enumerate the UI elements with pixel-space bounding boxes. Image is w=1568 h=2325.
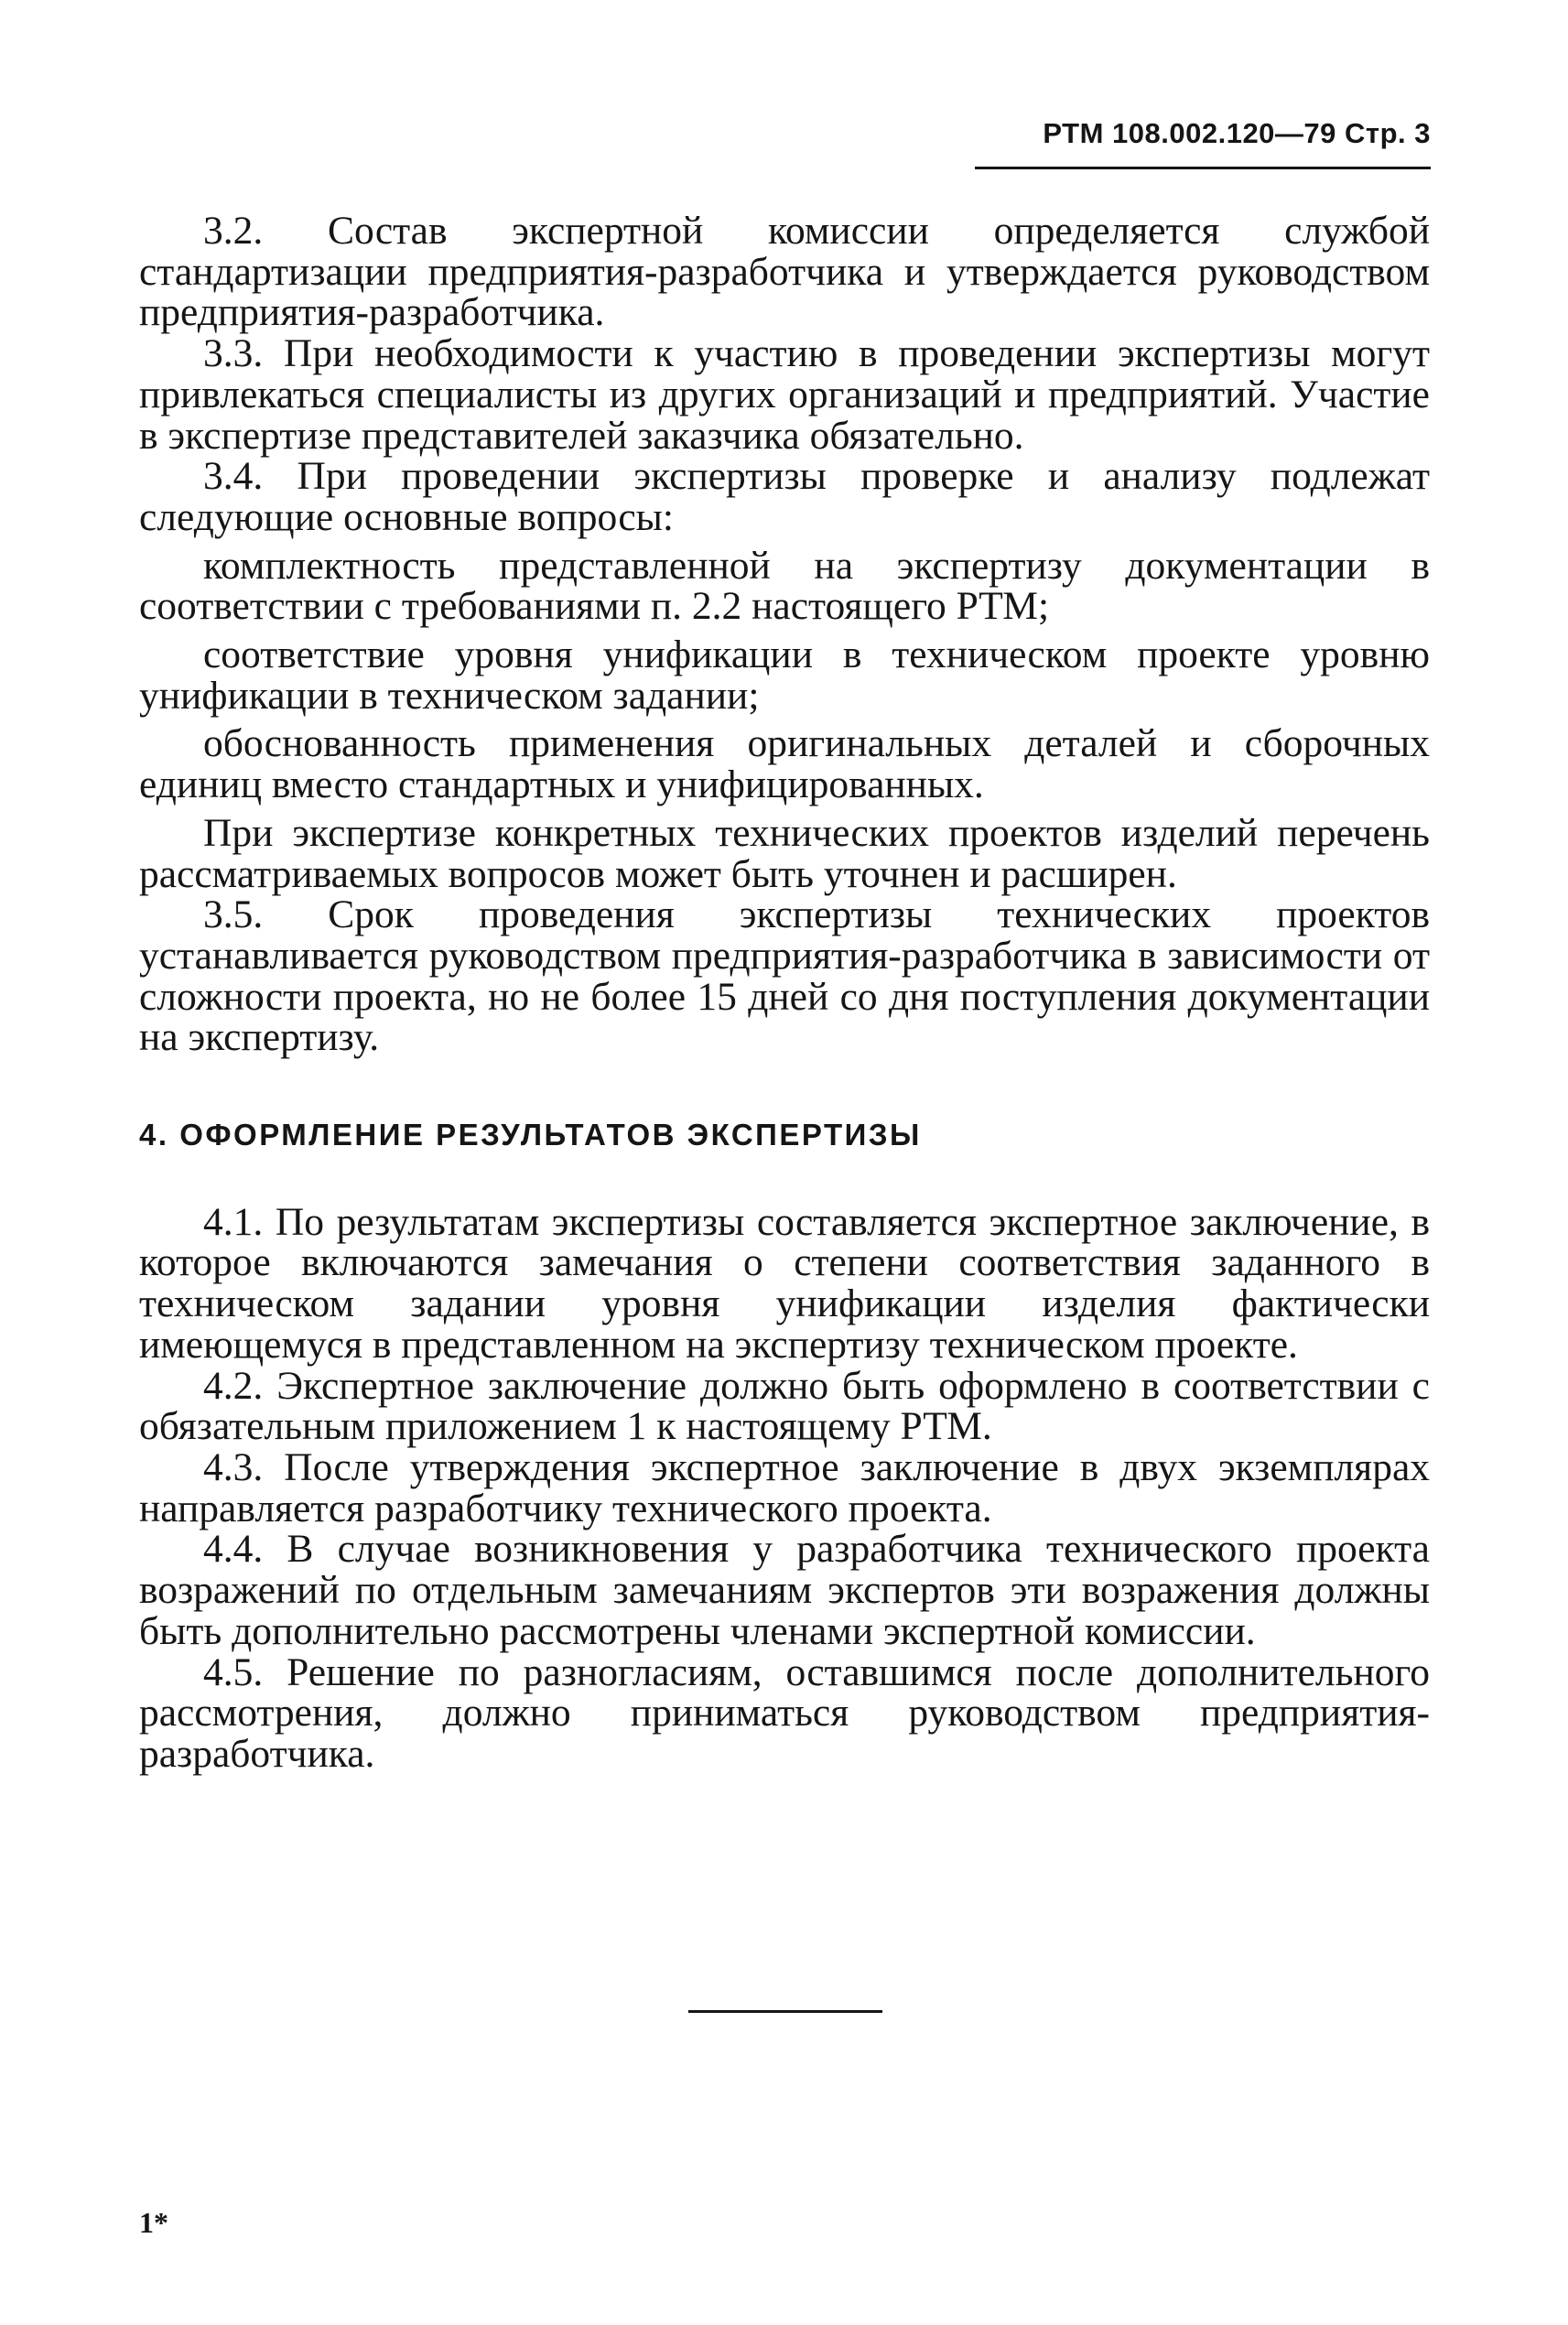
paragraph-4-4: 4.4. В случае возникновения у разработчика технического проекта возражений по отдельным замечаниям экспертов эти возражения должны быть дополнительно рассмотрены членами экспертной комиссии. (139, 1527, 1430, 1653)
paragraph-4-2: 4.2. Экспертное заключение должно быть оформлено в соответствии с обязательным приложением 1 к настоящему РТМ. (139, 1363, 1430, 1449)
body-text (139, 211, 1430, 1775)
paragraph-3-3: 3.3. При необходимости к участию в проведении экспертизы могут привлекаться специалисты из других организаций и предприятий. Участие в экспертизе представителей заказчика обязательно. (139, 331, 1430, 458)
paragraph-3-5: 3.5. Срок проведения экспертизы технических проектов устанавливается руководством предприятия-разработчика в зависимости от сложности проекта, но не более 15 дней со дня поступления документации на экспертизу. (139, 892, 1430, 1060)
paragraph-3-2: 3.2. Состав экспертной комиссии определяется службой стандартизации предприятия-разработчика и утверждается руководством предприятия-разработчика. (139, 209, 1430, 335)
list-item-unification: соответствие уровня унификации в техническом проекте уровню унификации в техническом задании; (139, 633, 1430, 718)
section-4-title: 4. ОФОРМЛЕНИЕ РЕЗУЛЬТАТОВ ЭКСПЕРТИЗЫ (139, 1118, 922, 1152)
header-rule (975, 167, 1431, 169)
list-item-justification: обоснованность применения оригинальных деталей и сборочных единиц вместо стандартных и унифицированных. (139, 721, 1430, 807)
end-divider (688, 2010, 882, 2013)
paragraph-4-3: 4.3. После утверждения экспертное заключение в двух экземплярах направляется разработчику технического проекта. (139, 1444, 1430, 1530)
page-header: РТМ 108.002.120—79 Стр. 3 (1043, 117, 1431, 149)
list-item-completeness: комплектность представленной на экспертизу документации в соответствии с требованиями п. 2.2 настоящего РТМ; (139, 543, 1430, 629)
paragraph-3-4-note: При экспертизе конкретных технических проектов изделий перечень рассматриваемых вопросов может быть уточнен и расширен. (139, 810, 1430, 896)
footer-mark: 1* (139, 2206, 168, 2239)
paragraph-4-5: 4.5. Решение по разногласиям, оставшимся после дополнительного рассмотрения, должно приниматься руководством предприятия-разработчика. (139, 1649, 1430, 1776)
paragraph-3-4: 3.4. При проведении экспертизы проверке и анализу подлежат следующие основные вопросы: (139, 454, 1430, 539)
paragraph-4-1: 4.1. По результатам экспертизы составляется экспертное заключение, в которое включаются замечания о степени соответствия заданного в техническом задании уровня унификации изделия фактически имеющемуся в представленном на экспертизу техническом проекте. (139, 1199, 1430, 1367)
